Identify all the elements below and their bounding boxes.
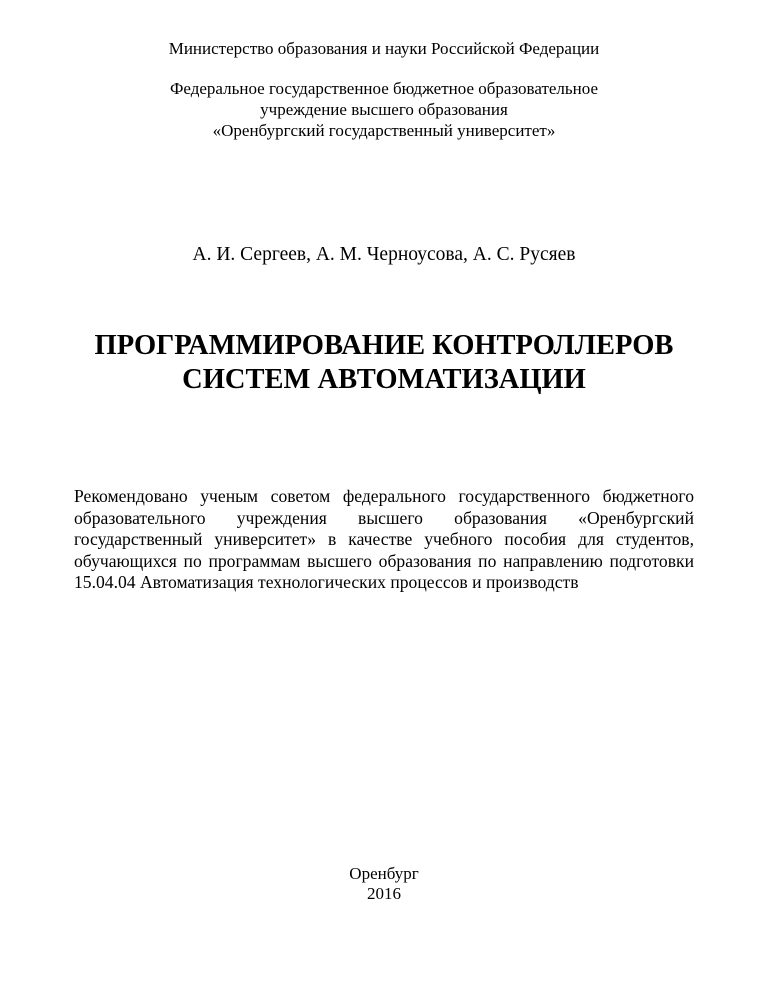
recommendation-line: образовательного учреждения высшего образования «Оренбургский <box>74 507 694 528</box>
institution-line-3: «Оренбургский государственный университет» <box>212 121 556 140</box>
recommendation-line: Рекомендовано ученым советом федерального государственного бюджетного <box>74 486 694 506</box>
recommendation-paragraph <box>74 486 694 594</box>
recommendation-line: государственный университет» в качестве учебного пособия для студентов, <box>74 529 694 550</box>
city: Оренбург <box>349 864 419 883</box>
title-line-2: СИСТЕМ АВТОМАТИЗАЦИИ <box>182 364 586 395</box>
year: 2016 <box>367 884 401 903</box>
institution-line-1: Федеральное государственное бюджетное образовательное <box>169 79 599 98</box>
recommendation-line: обучающихся по программам высшего образования по направлению подготовки <box>74 550 694 571</box>
recommendation-line: 15.04.04 Автоматизация технологических процессов и производств <box>74 572 579 593</box>
authors: А. И. Сергеев, А. М. Черноусова, А. С. Русяев <box>192 244 576 265</box>
ministry: Министерство образования и науки Российской Федерации <box>168 39 600 58</box>
title-line-1: ПРОГРАММИРОВАНИЕ КОНТРОЛЛЕРОВ <box>94 330 674 361</box>
institution-line-2: учреждение высшего образования <box>260 100 508 119</box>
